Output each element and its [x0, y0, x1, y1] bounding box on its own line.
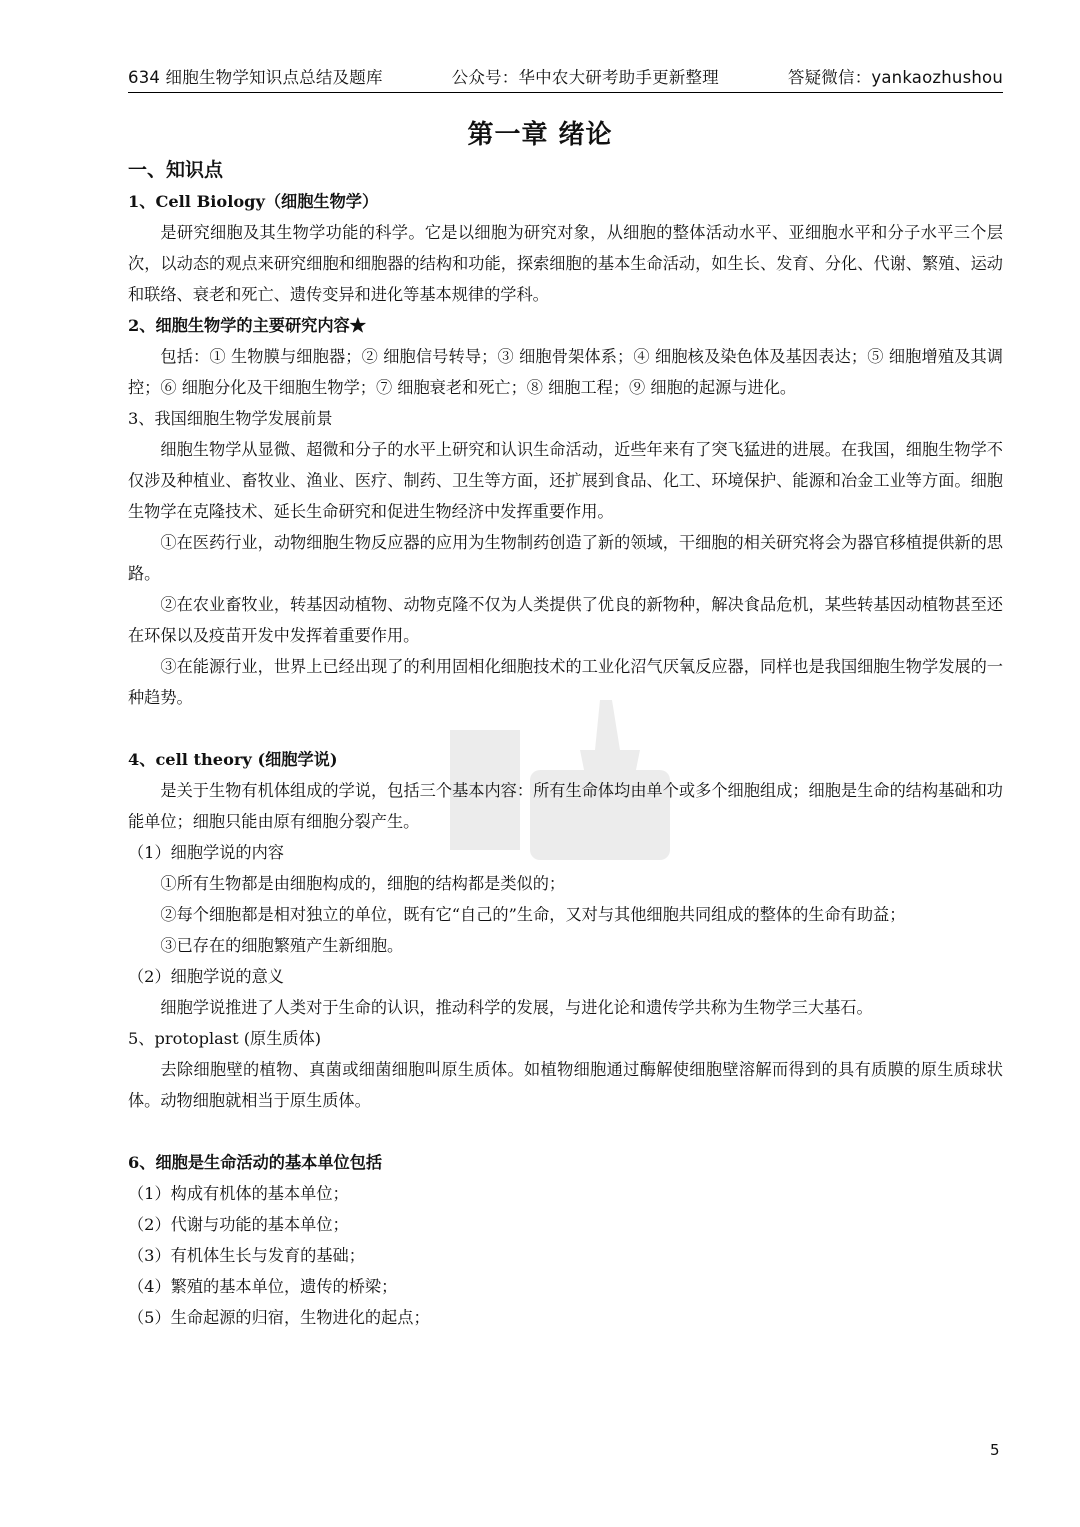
list-item: （1）构成有机体的基本单位；: [128, 1184, 349, 1203]
paragraph-cell-theory: 是关于生物有机体组成的学说，包括三个基本内容：所有生命体均由单个或多个细胞组成；细胞是生命的结构基础和功能单位；细胞只能由原有细胞分裂产生。: [128, 781, 1003, 831]
header-center: 公众号：华中农大研考助手更新整理: [451, 68, 719, 87]
paragraph-medicine: ①在医药行业，动物细胞生物反应器的应用为生物制药创造了新的领域，干细胞的相关研究将会为器官移植提供新的思路。: [128, 533, 1003, 583]
paragraph-energy: ③在能源行业，世界上已经出现了的利用固相化细胞技术的工业化沼气厌氧反应器，同样也是我国细胞生物学发展的一种趋势。: [128, 657, 1003, 707]
spacer: [128, 713, 1003, 744]
subheading-cell-theory-meaning: （2）细胞学说的意义: [128, 967, 284, 986]
page-header: [128, 64, 1003, 93]
heading-cell-theory: 4、cell theory (细胞学说): [128, 750, 338, 769]
list-item: （2）代谢与功能的基本单位；: [128, 1215, 349, 1234]
list-item: （5）生命起源的归宿，生物进化的起点；: [128, 1308, 430, 1327]
header-right: 答疑微信：yankaozhushou: [787, 68, 1003, 87]
heading-development-prospect: 3、我国细胞生物学发展前景: [128, 409, 333, 428]
heading-research-content: 2、细胞生物学的主要研究内容★: [128, 316, 366, 335]
page-number: 5: [990, 1441, 1000, 1459]
heading-cell-biology: 1、Cell Biology（细胞生物学）: [128, 192, 379, 211]
paragraph-cell-biology: 是研究细胞及其生物学功能的科学。它是以细胞为研究对象，从细胞的整体活动水平、亚细胞水平和分子水平三个层次，以动态的观点来研究细胞和细胞器的结构和功能，探索细胞的基本生命活动，如生长、发育、分化、代谢、繁殖、运动和联络、衰老和死亡、遗传变异和进化等基本规律的学科。: [128, 223, 1003, 304]
chapter-title: 第一章 绪论: [467, 120, 613, 150]
spacer: [128, 1116, 1003, 1147]
heading-basic-unit: 6、细胞是生命活动的基本单位包括: [128, 1153, 383, 1172]
header-left: 634 细胞生物学知识点总结及题库: [128, 68, 383, 87]
list-item: （4）繁殖的基本单位，遗传的桥梁；: [128, 1277, 398, 1296]
paragraph-agriculture: ②在农业畜牧业，转基因动植物、动物克隆不仅为人类提供了优良的新物种，解决食品危机，某些转基因动植物甚至还在环保以及疫苗开发中发挥着重要作用。: [128, 595, 1003, 645]
paragraph-cell-theory-point-1: ①所有生物都是由细胞构成的，细胞的结构都是类似的；: [160, 874, 566, 893]
list-item: （3）有机体生长与发育的基础；: [128, 1246, 365, 1265]
subheading-cell-theory-content: （1）细胞学说的内容: [128, 843, 284, 862]
heading-protoplast: 5、protoplast (原生质体): [128, 1029, 322, 1048]
paragraph-cell-theory-meaning: 细胞学说推进了人类对于生命的认识，推动科学的发展，与进化论和遗传学共称为生物学三大基石。: [160, 998, 873, 1017]
section-title: 一、知识点: [128, 159, 224, 181]
paragraph-development-prospect: 细胞生物学从显微、超微和分子的水平上研究和认识生命活动，近些年来有了突飞猛进的进展。在我国，细胞生物学不仅涉及种植业、畜牧业、渔业、医疗、制药、卫生等方面，还扩展到食品、化工、环境保护、能源和冶金工业等方面。细胞生物学在克隆技术、延长生命研究和促进生物经济中发挥重要作用。: [128, 440, 1003, 521]
paragraph-protoplast: 去除细胞壁的植物、真菌或细菌细胞叫原生质体。如植物细胞通过酶解使细胞壁溶解而得到的具有质膜的原生质球状体。动物细胞就相当于原生质体。: [128, 1060, 1003, 1110]
paragraph-cell-theory-point-2: ②每个细胞都是相对独立的单位，既有它“自己的”生命，又对与其他细胞共同组成的整体的生命有助益；: [160, 905, 906, 924]
paragraph-research-content: 包括：① 生物膜与细胞器；② 细胞信号转导；③ 细胞骨架体系；④ 细胞核及染色体及基因表达；⑤ 细胞增殖及其调控；⑥ 细胞分化及干细胞生物学；⑦ 细胞衰老和死亡；⑧ 细胞工程；⑨ 细胞的起源与进化。: [128, 347, 1003, 397]
document-body: [128, 186, 1003, 1333]
paragraph-cell-theory-point-3: ③已存在的细胞繁殖产生新细胞。: [160, 936, 404, 955]
